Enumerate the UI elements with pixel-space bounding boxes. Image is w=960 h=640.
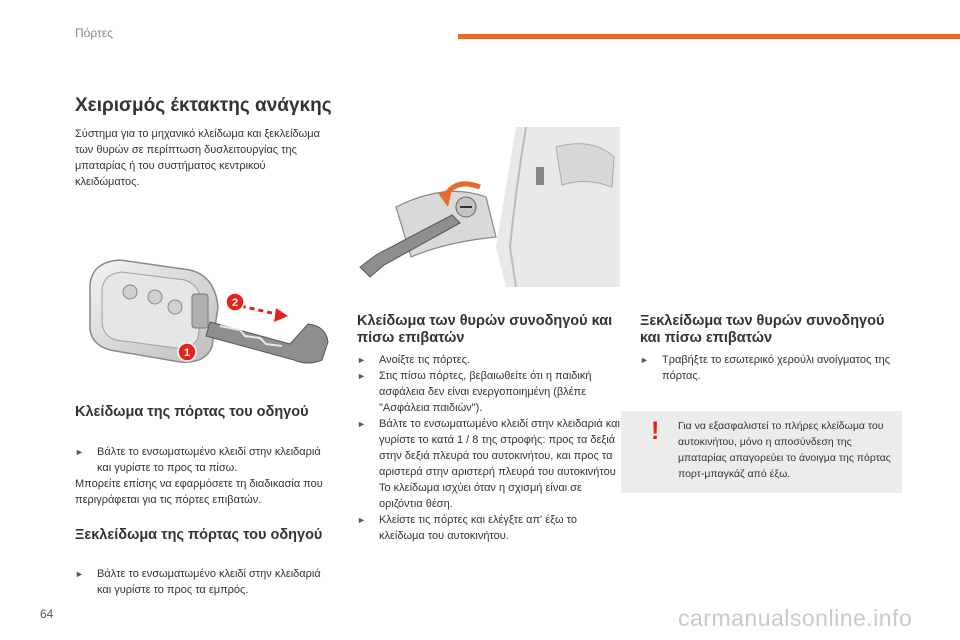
list-item: ► Ανοίξτε τις πόρτες. xyxy=(357,354,470,366)
svg-text:2: 2 xyxy=(231,297,239,309)
svg-text:1: 1 xyxy=(183,347,191,359)
warning-text: Για να εξασφαλιστεί το πλήρες κλείδωμα του αυτοκινήτου, μόνο η αποσύνδεση της μπαταρίας απαγορεύει το άνοιγμα της πόρτας πορτ-μπαγκάζ από έξω. xyxy=(678,420,891,480)
key-fob-icon xyxy=(90,260,218,362)
list-item: ► Τραβήξτε το εσωτερικό χερούλι ανοίγματος της πόρτας. xyxy=(640,354,891,382)
callout-1 xyxy=(178,343,196,361)
door-lock-illustration xyxy=(356,127,620,287)
page-title: Χειρισμός έκτακτης ανάγκης xyxy=(75,95,332,116)
list-item: ► Βάλτε το ενσωματωμένο κλειδί στην κλειδαριά και γυρίστε το προς τα εμπρός. xyxy=(75,568,321,596)
intro-text: Σύστημα για το μηχανικό κλείδωμα και ξεκλείδωμα των θυρών σε περίπτωση δυσλειτουργίας της μπαταρίας ή του συστήματος κεντρικού κλειδώματος. xyxy=(75,128,320,188)
section-label: Πόρτες xyxy=(75,26,113,40)
bullet-marker-icon: ► xyxy=(357,515,366,525)
watermark: carmanualsonline.info xyxy=(678,605,913,631)
bullet-marker-icon: ► xyxy=(357,419,366,429)
bullet-marker-icon: ► xyxy=(75,569,84,579)
passenger-lock-heading: Κλείδωμα των θυρών συνοδηγού και πίσω επιβατών xyxy=(357,313,613,346)
warning-icon: ! xyxy=(651,417,660,445)
mechanical-key-icon xyxy=(206,322,328,363)
bullet-marker-icon: ► xyxy=(75,447,84,457)
header-rule xyxy=(458,34,960,39)
key-illustration xyxy=(80,252,340,382)
door-edge-icon xyxy=(496,127,620,287)
page-number: 64 xyxy=(40,607,54,621)
driver-unlock-heading: Ξεκλείδωμα της πόρτας του οδηγού xyxy=(75,527,323,543)
list-item: ► Στις πίσω πόρτες, βεβαιωθείτε ότι η παιδική ασφάλεια δεν είναι ενεργοποιημένη (βλέπε "Ασφάλεια παιδιών"). xyxy=(357,370,592,414)
list-item: ► Κλείστε τις πόρτες και ελέγξτε απ' έξω το κλείδωμα του αυτοκινήτου. xyxy=(357,514,577,542)
list-item: ► Βάλτε το ενσωματωμένο κλειδί στην κλειδαριά και γυρίστε το κατά 1 / 8 της στροφής: προς τα δεξιά στην δεξιά πλευρά του αυτοκινήτου, και προς τα αριστερά στην αριστερή πλευρά του αυτοκινήτου xyxy=(357,418,620,478)
passenger-unlock-heading: Ξεκλείδωμα των θυρών συνοδηγού και πίσω επιβατών xyxy=(640,313,885,346)
callout-2 xyxy=(226,293,244,311)
bullet-marker-icon: ► xyxy=(357,371,366,381)
list-item-continuation: Το κλείδωμα ισχύει όταν η σχισμή είναι σε οριζόντια θέση. xyxy=(379,482,582,510)
bullet-marker-icon: ► xyxy=(357,355,366,365)
list-item: ► Βάλτε το ενσωματωμένο κλειδί στην κλειδαριά και γυρίστε το προς τα πίσω. xyxy=(75,446,321,474)
driver-lock-note: Μπορείτε επίσης να εφαρμόσετε τη διαδικασία που περιγράφεται για τις πόρτες επιβατών. xyxy=(75,478,323,506)
bullet-marker-icon: ► xyxy=(640,355,649,365)
driver-lock-heading: Κλείδωμα της πόρτας του οδηγού xyxy=(75,404,309,420)
